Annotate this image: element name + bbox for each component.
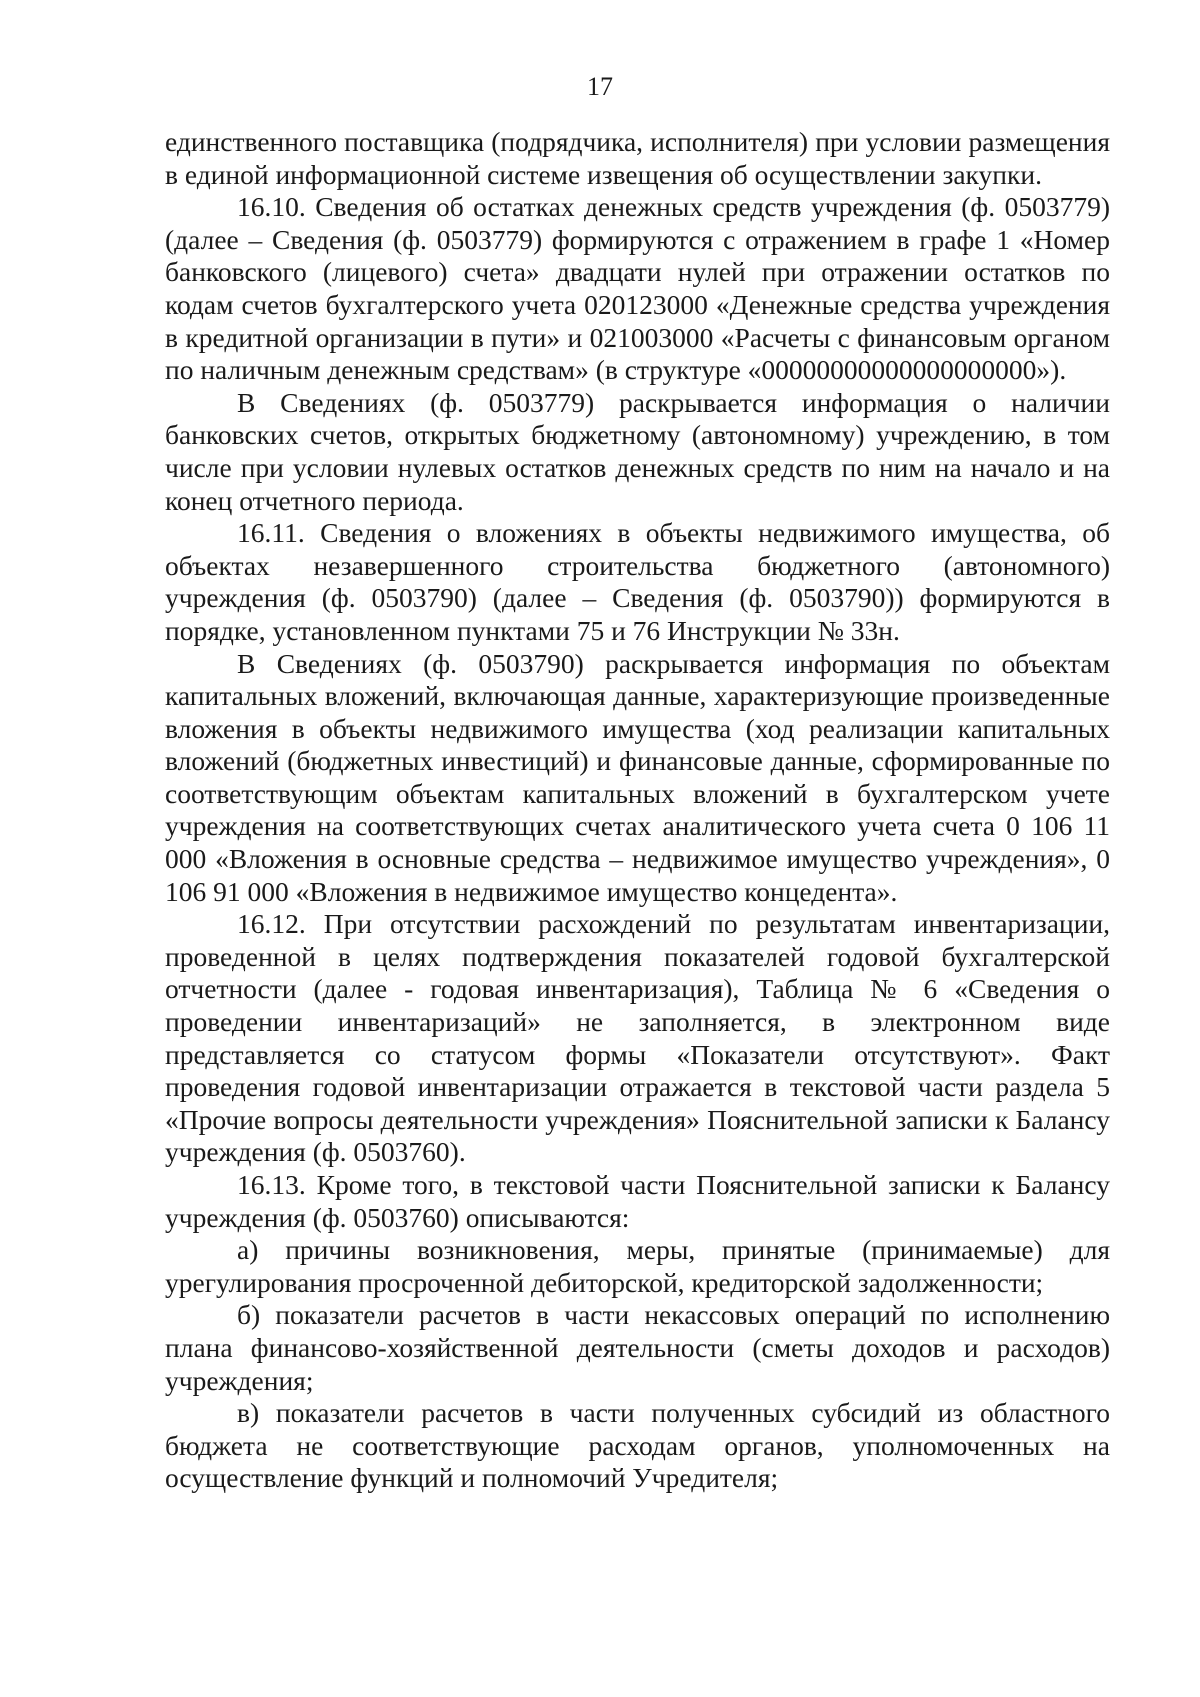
list-item-b: б) показатели расчетов в части некассовых операций по исполнению плана финансово-хозяйственной деятельности (сметы доходов и расходов) учреждения; xyxy=(165,1299,1110,1396)
list-item-a: а) причины возникновения, меры, принятые (принимаемые) для урегулирования просроченной дебиторской, кредиторской задолженности; xyxy=(165,1234,1110,1298)
document-body xyxy=(165,126,1110,1495)
paragraph-16-11: 16.11. Сведения о вложениях в объекты недвижимого имущества, об объектах незавершенного строительства бюджетного (автономного) учреждения (ф. 0503790) (далее – Сведения (ф. 0503790)) формируются в порядке, установленном пунктами 75 и 76 Инструкции № 33н. xyxy=(165,517,1110,646)
page-number: 17 xyxy=(587,72,613,101)
paragraph-16-13: 16.13. Кроме того, в текстовой части Пояснительной записки к Балансу учреждения (ф. 0503760) описываются: xyxy=(165,1169,1110,1233)
paragraph-16-11-capital-investments: В Сведениях (ф. 0503790) раскрывается информация по объектам капитальных вложений, включающая данные, характеризующие произведенные вложения в объекты недвижимого имущества (ход реализации капитальных вложений (бюджетных инвестиций) и финансовые данные, сформированные по соответствующим объектам капитальных вложений в бухгалтерском учете учреждения на соответствующих счетах аналитического учета счета 0 106 11 000 «Вложения в основные средства – недвижимое имущество учреждения», 0 106 91 000 «Вложения в недвижимое имущество концедента». xyxy=(165,647,1110,907)
paragraph-16-10: 16.10. Сведения об остатках денежных средств учреждения (ф. 0503779) (далее – Сведения (ф. 0503779) формируются с отражением в графе 1 «Номер банковского (лицевого) счета» двадцати нулей при отражении остатков по кодам счетов бухгалтерского учета 020123000 «Денежные средства учреждения в кредитной организации в пути» и 021003000 «Расчеты с финансовым органом по наличным денежным средствам» (в структуре «00000000000000000000»). xyxy=(165,191,1110,386)
paragraph-16-12: 16.12. При отсутствии расхождений по результатам инвентаризации, проведенной в целях подтверждения показателей годовой бухгалтерской отчетности (далее - годовая инвентаризация), Таблица № 6 «Сведения о проведении инвентаризаций» не заполняется, в электронном виде представляется со статусом формы «Показатели отсутствуют». Факт проведения годовой инвентаризации отражается в текстовой части раздела 5 «Прочие вопросы деятельности учреждения» Пояснительной записки к Балансу учреждения (ф. 0503760). xyxy=(165,908,1110,1168)
paragraph-procurement-continuation: единственного поставщика (подрядчика, исполнителя) при условии размещения в единой информационной системе извещения об осуществлении закупки. xyxy=(165,126,1110,190)
paragraph-16-10-accounts: В Сведениях (ф. 0503779) раскрывается информация о наличии банковских счетов, открытых бюджетному (автономному) учреждению, в том числе при условии нулевых остатков денежных средств по ним на начало и на конец отчетного периода. xyxy=(165,386,1110,516)
list-item-v: в) показатели расчетов в части полученных субсидий из областного бюджета не соответствующие расходам органов, уполномоченных на осуществление функций и полномочий Учредителя; xyxy=(165,1397,1110,1494)
